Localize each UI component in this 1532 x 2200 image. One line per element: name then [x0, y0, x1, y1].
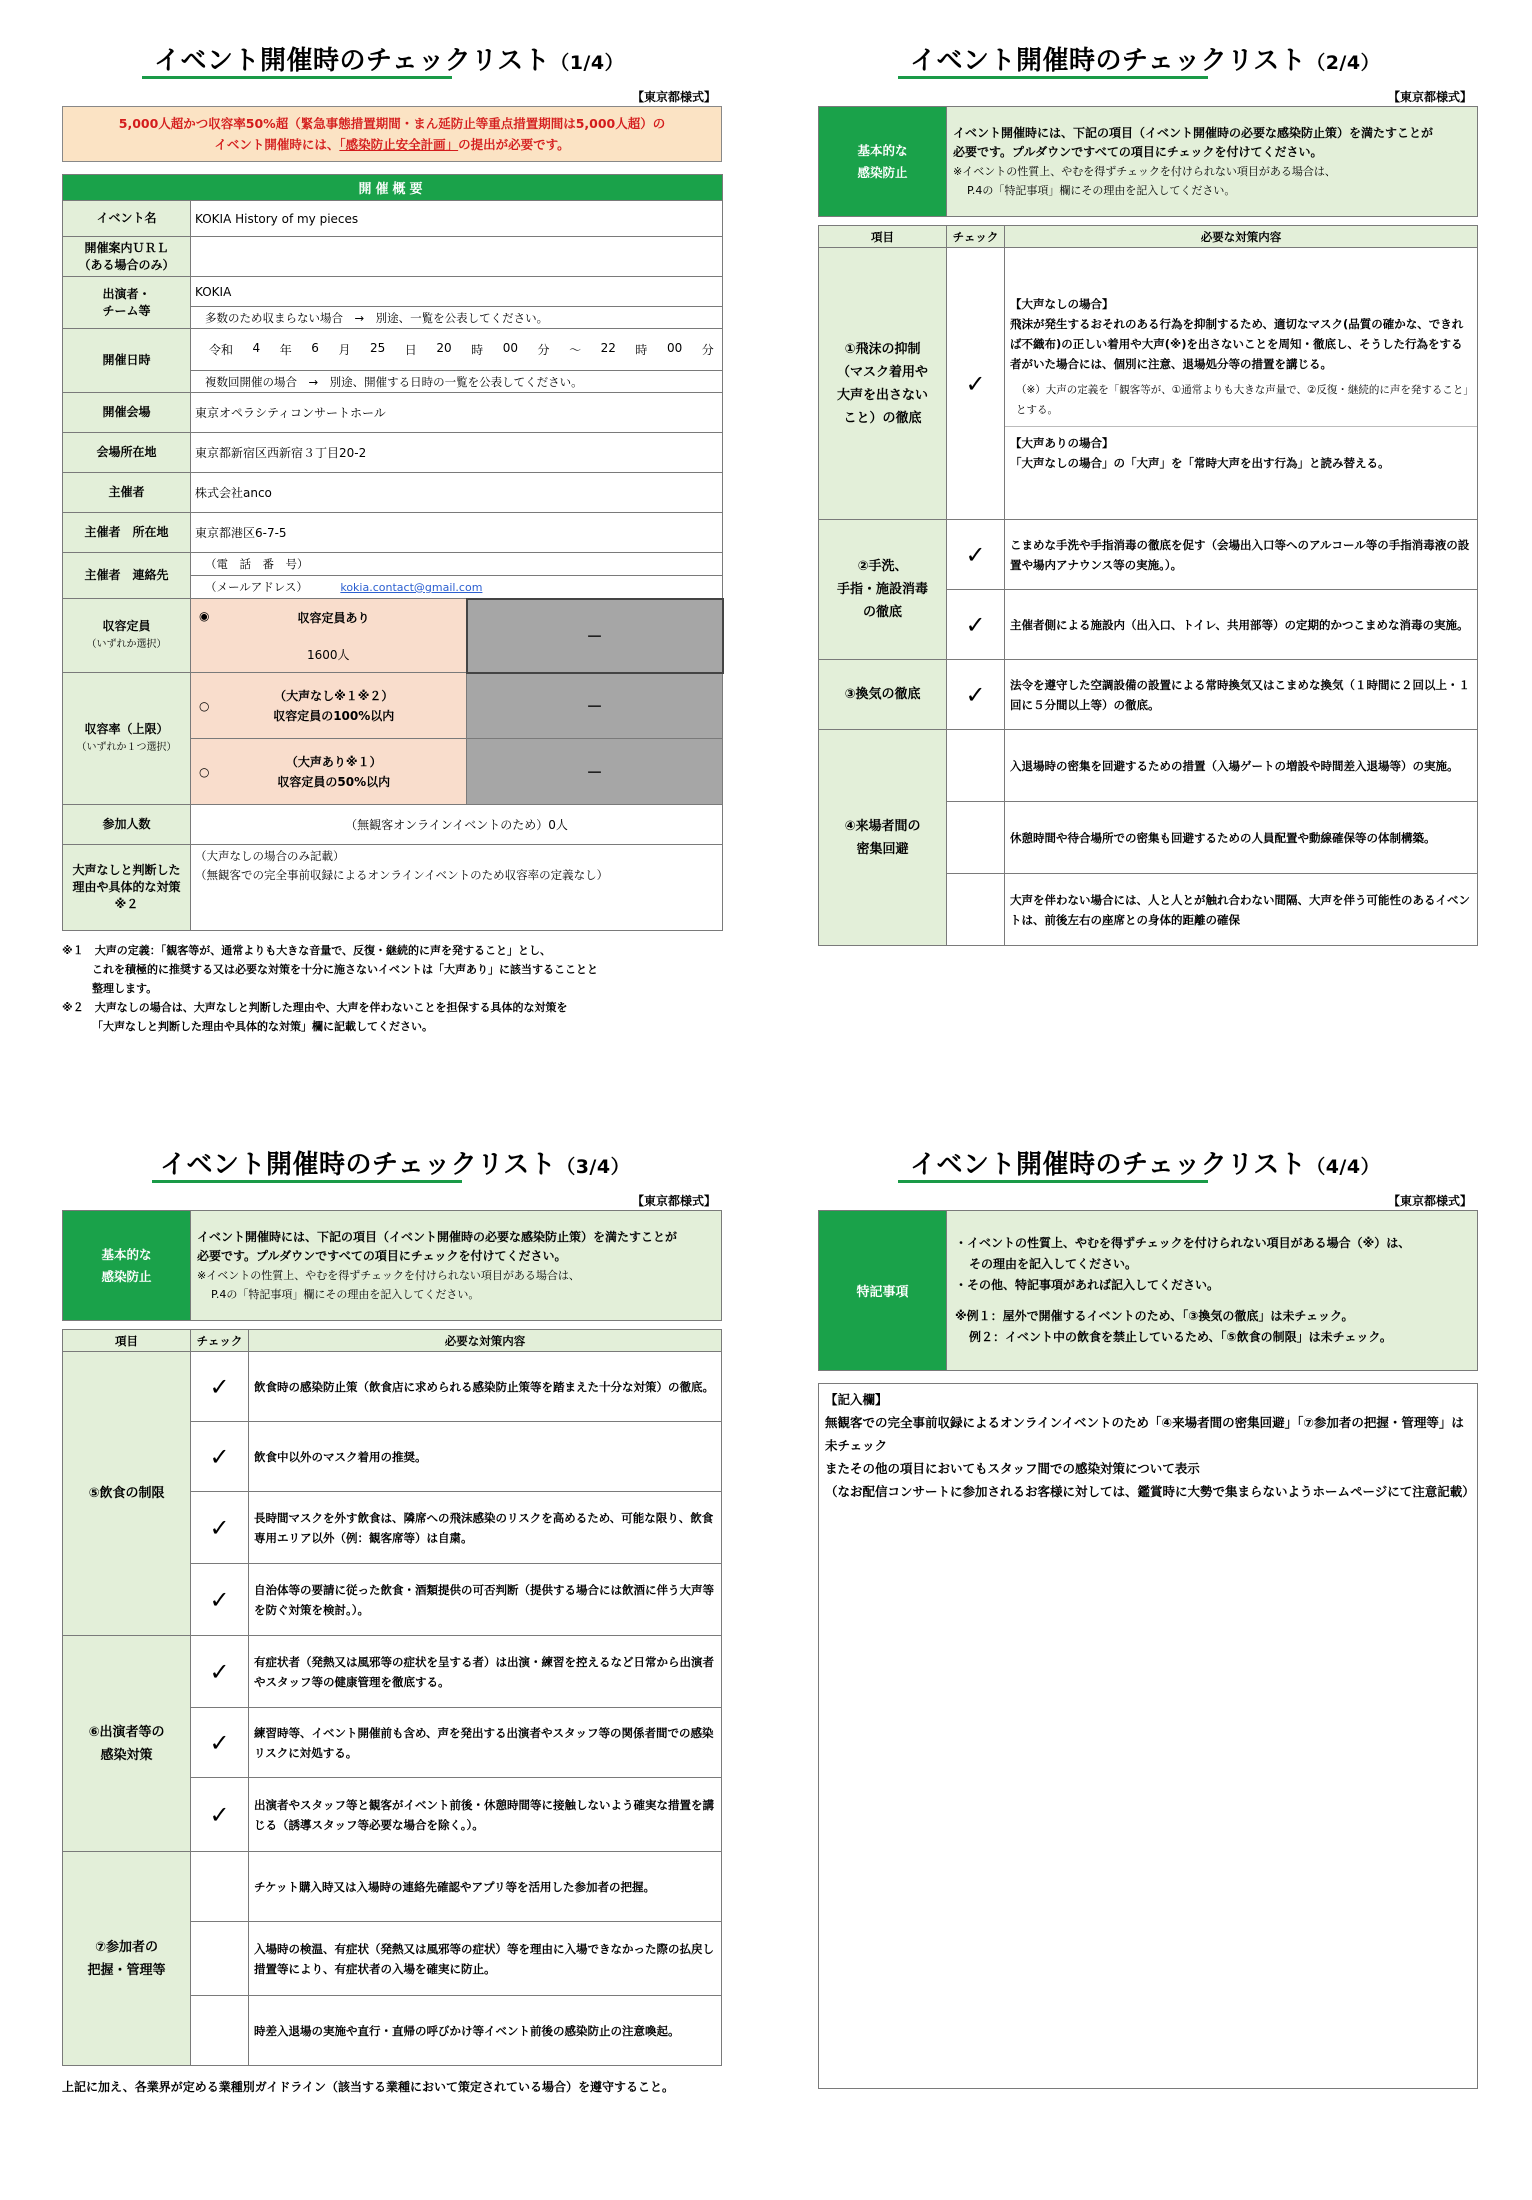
special-notes-entry-field[interactable]: [818, 1383, 1478, 2089]
col-header-measure: 必要な対策内容: [249, 1330, 722, 1352]
entry-text: 無観客での完全事前収録によるオンラインイベントのため「④来場者間の密集回避」「⑦参加者の把握・管理等」は未チェック: [825, 1415, 1464, 1453]
check-checkbox[interactable]: ✓: [947, 248, 1005, 520]
date-part: 年: [279, 343, 292, 357]
contact-label: 主催者 連絡先: [63, 553, 191, 599]
checklist-table: [818, 225, 1478, 946]
date-part: 日: [404, 343, 417, 357]
capacity-value-field[interactable]: 1600人: [191, 637, 467, 673]
date-part: 時: [471, 343, 484, 357]
form-stamp: 【東京都様式】: [1387, 1194, 1472, 1208]
page-title-block: [818, 1140, 1478, 1192]
col-header-measure: 必要な対策内容: [1005, 226, 1478, 248]
page-title: イベント開催時のチェックリスト（2/4）: [910, 46, 1381, 76]
measure-cell: 自治体等の要請に従った飲食・酒類提供の可否判断（提供する場合には飲酒に伴う大声等を防ぐ対策を検討。）。: [249, 1564, 722, 1636]
col-header-item: 項目: [63, 1330, 191, 1352]
check-checkbox[interactable]: ✓: [191, 1564, 249, 1636]
special-notes-instructions: ・イベントの性質上、やむを得ずチェックを付けられない項目がある場合（※）は、 その理由を記入してください。 ・その他、特記事項があれば記入してください。 ※例１：屋外で開催するイベントのため、「③換気の徹底」は未チェック。 例２：イベント中の飲食を禁止しているため、「⑤飲食の制限」は未チェック。: [947, 1211, 1478, 1371]
capacity-option-label: 収容定員あり: [297, 611, 370, 626]
check-checkbox[interactable]: ✓: [947, 660, 1005, 730]
event-overview-table: [62, 174, 724, 931]
form-stamp: 【東京都様式】: [631, 90, 716, 104]
event-name-field[interactable]: KOKIA History of my pieces: [191, 201, 723, 237]
notice-line: イベント開催時には、「感染防止安全計画」の提出が必要です。: [214, 137, 570, 152]
basic-prevention-text: イベント開催時には、下記の項目（イベント開催時の必要な感染防止策）を満たすことが 必要です。プルダウンですべての項目にチェックを付けてください。 ※イベントの性質上、やむを得ずチェックを付けられない項目がある場合は、 P.4の「特記事項」欄にその理由を記入してください。: [191, 1211, 722, 1321]
basic-prevention-label: 基本的な 感染防止: [63, 1211, 191, 1321]
checklist-page-3: [62, 1140, 722, 2098]
check-checkbox[interactable]: [191, 1996, 249, 2066]
radio-empty-icon: ○: [199, 764, 210, 779]
form-stamp: 【東京都様式】: [1387, 90, 1472, 104]
limit-option-100-radio[interactable]: ○ （大声なし※１※２） 収容定員の100%以内: [191, 673, 467, 739]
performer-field[interactable]: KOKIA: [191, 277, 723, 307]
col-header-check: チェック: [947, 226, 1005, 248]
reason-field[interactable]: （大声なしの場合のみ記載） （無観客での完全事前収録によるオンラインイベントのため収容率の定義なし）: [191, 845, 723, 931]
notice-line: 5,000人超かつ収容率50%超（緊急事態措置期間・まん延防止等重点措置期間は5,000人超）の: [118, 116, 666, 131]
check-checkbox[interactable]: [191, 1922, 249, 1996]
item-food-restriction: ⑤飲食の制限: [63, 1352, 191, 1636]
capacity-label: 収容定員 （いずれか選択）: [63, 599, 191, 673]
address-field[interactable]: 東京都新宿区西新宿３丁目20-2: [191, 433, 723, 473]
basic-prevention-text: イベント開催時には、下記の項目（イベント開催時の必要な感染防止策）を満たすことが 必要です。プルダウンですべての項目にチェックを付けてください。 ※イベントの性質上、やむを得ずチェックを付けられない項目がある場合は、 P.4の「特記事項」欄にその理由を記入してください。: [947, 107, 1478, 217]
measure-cell: チケット購入時又は入場時の連絡先確認やアプリ等を活用した参加者の把握。: [249, 1852, 722, 1922]
date-part: 00: [666, 341, 683, 355]
performer-note: 多数のため収まらない場合 → 別途、一覧を公表してください。: [191, 307, 723, 329]
measure-cell: 時差入退場の実施や直行・直帰の呼びかけ等イベント前後の感染防止の注意喚起。: [249, 1996, 722, 2066]
date-part: 6: [311, 341, 319, 355]
date-part: 分: [701, 343, 714, 357]
item-crowd-avoidance: ④来場者間の 密集回避: [819, 730, 947, 946]
measure-cell: 出演者やスタッフ等と観客がイベント前後・休憩時間等に接触しないよう確実な措置を講じる（誘導スタッフ等必要な場合を除く。）。: [249, 1778, 722, 1852]
checklist-table: [62, 1329, 722, 2066]
measure-cell: 入場時の検温、有症状（発熱又は風邪等の症状）等を理由に入場できなかった際の払戻し措置等により、有症状者の入場を確実に防止。: [249, 1922, 722, 1996]
check-checkbox[interactable]: [947, 874, 1005, 946]
footnote: ※２ 大声なしの場合は、大声なしと判断した理由や、大声を伴わないことを担保する具体的な対策を: [62, 1001, 568, 1014]
safety-plan-notice: [62, 106, 722, 162]
date-part: 4: [252, 341, 261, 355]
page-title: イベント開催時のチェックリスト（4/4）: [910, 1150, 1381, 1180]
footnote: 「大声なしと判断した理由や具体的な対策」欄に記載してください。: [92, 1020, 433, 1033]
entry-heading: 【記入欄】: [825, 1392, 888, 1407]
check-checkbox[interactable]: ✓: [191, 1492, 249, 1564]
address-label: 会場所在地: [63, 433, 191, 473]
item-performer-measures: ⑥出演者等の 感染対策: [63, 1636, 191, 1852]
date-part: 分: [537, 343, 550, 357]
checklist-page-1: [62, 36, 722, 1036]
check-checkbox[interactable]: [947, 802, 1005, 874]
footnotes: [62, 941, 722, 1036]
col-header-item: 項目: [819, 226, 947, 248]
item-ventilation: ③換気の徹底: [819, 660, 947, 730]
form-stamp: 【東京都様式】: [631, 1194, 716, 1208]
measure-cell: 飲食中以外のマスク着用の推奨。: [249, 1422, 722, 1492]
date-part: 00: [502, 341, 518, 355]
measure-cell: 主催者側による施設内（出入口、トイレ、共用部等）の定期的かつこまめな消毒の実施。: [1005, 590, 1478, 660]
capacity-dash: －: [467, 599, 723, 673]
measure-cell: 【大声なしの場合】 飛沫が発生するおそれのある行為を抑制するため、適切なマスク(品質の確かな、できれば不織布)の正しい着用や大声(※)を出さないことを周知・徹底し、そうした行為をする者がいた場合には、個別に注意、退場処分等の措置を講じる。 （※）大声の定義を「観客等が、①通常よりも大きな声量で、②反復・継続的に声を発すること」とする。 【大声ありの場合】 「大声なしの場合」の「大声」を「常時大声を出す行為」と読み替える。: [1005, 248, 1478, 520]
footnote: 整理します。: [92, 982, 158, 995]
guideline-note: 上記に加え、各業界が定める業種別ガイドライン（該当する業種において策定されている場合）を遵守すること。: [62, 2080, 675, 2094]
attendance-field[interactable]: （無観客オンラインイベントのため）0人: [191, 805, 723, 845]
measure-cell: 飲食時の感染防止策（飲食店に求められる感染防止策等を踏まえた十分な対策）の徹底。: [249, 1352, 722, 1422]
url-field[interactable]: [191, 237, 723, 277]
special-notes-label: 特記事項: [819, 1211, 947, 1371]
organizer-label: 主催者: [63, 473, 191, 513]
page-title: イベント開催時のチェックリスト（1/4）: [154, 46, 625, 76]
url-label: 開催案内ＵＲＬ （ある場合のみ）: [63, 237, 191, 277]
entry-text: （なお配信コンサートに参加されるお客様に対しては、鑑賞時に大勢で集まらないようホームページにて注意記載）: [825, 1484, 1475, 1499]
date-field[interactable]: [191, 329, 723, 371]
date-part: ～: [569, 343, 582, 357]
overview-header: 開催概要: [63, 175, 723, 201]
organizer-field[interactable]: 株式会社anco: [191, 473, 723, 513]
page-title-block: [62, 36, 722, 88]
measure-cell: 有症状者（発熱又は風邪等の症状を呈する者）は出演・練習を控えるなど日常から出演者やスタッフ等の健康管理を徹底する。: [249, 1636, 722, 1708]
check-checkbox[interactable]: [191, 1852, 249, 1922]
check-checkbox[interactable]: ✓: [191, 1708, 249, 1778]
check-checkbox[interactable]: ✓: [191, 1352, 249, 1422]
check-checkbox[interactable]: ✓: [191, 1422, 249, 1492]
measure-cell: 法令を遵守した空調設備の設置による常時換気又はこまめな換気（１時間に２回以上・１回に５分間以上等）の徹底。: [1005, 660, 1478, 730]
limit-option-50-radio[interactable]: ○ （大声あり※１） 収容定員の50%以内: [191, 739, 467, 805]
venue-field[interactable]: 東京オペラシティコンサートホール: [191, 393, 723, 433]
check-checkbox[interactable]: ✓: [191, 1778, 249, 1852]
performer-label: 出演者・ チーム等: [63, 277, 191, 329]
check-checkbox[interactable]: ✓: [947, 520, 1005, 590]
date-part: 22: [600, 341, 616, 355]
limit-dash: －: [467, 673, 723, 739]
measure-cell: 入退場時の密集を回避するための措置（入場ゲートの増設や時間差入退場等）の実施。: [1005, 730, 1478, 802]
footnote: これを積極的に推奨する又は必要な対策を十分に施さないイベントは「大声あり」に該当するこことと: [92, 963, 598, 976]
measure-cell: 長時間マスクを外す飲食は、隣席への飛沫感染のリスクを高めるため、可能な限り、飲食専用エリア以外（例：観客席等）は自粛。: [249, 1492, 722, 1564]
checklist-page-4: [818, 1140, 1478, 2089]
measure-cell: 大声を伴わない場合には、人と人とが触れ合わない間隔、大声を伴う可能性のあるイベントは、前後左右の座席との身体的距離の確保: [1005, 874, 1478, 946]
measure-cell: 休憩時間や待合場所での密集も回避するための人員配置や動線確保等の体制構築。: [1005, 802, 1478, 874]
date-part: 25: [369, 341, 386, 355]
organizer-address-field[interactable]: 東京都港区6-7-5: [191, 513, 723, 553]
reason-label: 大声なしと判断した 理由や具体的な対策 ※２: [63, 845, 191, 931]
check-checkbox[interactable]: ✓: [947, 590, 1005, 660]
check-checkbox[interactable]: [947, 730, 1005, 802]
col-header-check: チェック: [191, 1330, 249, 1352]
limit-dash: －: [467, 739, 723, 805]
special-notes-box: [818, 1210, 1478, 1371]
page-title-block: [818, 36, 1478, 88]
entry-text: またその他の項目においてもスタッフ間での感染対策について表示: [825, 1461, 1200, 1476]
date-part: 20: [436, 341, 452, 355]
attendance-label: 参加人数: [63, 805, 191, 845]
mail-field[interactable]: （メールアドレス） kokia.contact@gmail.com: [191, 576, 723, 599]
radio-selected-icon: ◉: [199, 609, 210, 624]
basic-prevention-box: [818, 106, 1478, 217]
radio-empty-icon: ○: [199, 698, 210, 713]
date-part: 月: [338, 343, 351, 357]
event-name-label: イベント名: [63, 201, 191, 237]
phone-field[interactable]: （電 話 番 号）: [191, 553, 723, 576]
footnote: ※１ 大声の定義：「観客等が、通常よりも大きな音量で、反復・継続的に声を発すること」とし、: [62, 944, 551, 957]
item-droplet-control: ①飛沫の抑制 （マスク着用や 大声を出さない こと）の徹底: [819, 248, 947, 520]
item-hand-hygiene: ②手洗、 手指・施設消毒 の徹底: [819, 520, 947, 660]
capacity-option-radio[interactable]: [191, 599, 467, 637]
item-participant-management: ⑦参加者の 把握・管理等: [63, 1852, 191, 2066]
basic-prevention-label: 基本的な 感染防止: [819, 107, 947, 217]
basic-prevention-box: [62, 1210, 722, 1321]
measure-cell: 練習時等、イベント開催前も含め、声を発出する出演者やスタッフ等の関係者間での感染リスクに対処する。: [249, 1708, 722, 1778]
page-title: イベント開催時のチェックリスト（3/4）: [160, 1150, 631, 1180]
date-label: 開催日時: [63, 329, 191, 393]
measure-cell: こまめな手洗や手指消毒の徹底を促す（会場出入口等へのアルコール等の手指消毒液の設置や場内アナウンス等の実施。）。: [1005, 520, 1478, 590]
check-checkbox[interactable]: ✓: [191, 1636, 249, 1708]
checklist-page-2: [818, 36, 1478, 946]
limit-label: 収容率（上限） （いずれか１つ選択）: [63, 673, 191, 805]
organizer-address-label: 主催者 所在地: [63, 513, 191, 553]
mail-link[interactable]: kokia.contact@gmail.com: [340, 580, 483, 594]
page-title-block: [62, 1140, 722, 1192]
date-part: 令和: [209, 343, 234, 357]
venue-label: 開催会場: [63, 393, 191, 433]
date-note: 複数回開催の場合 → 別途、開催する日時の一覧を公表してください。: [191, 371, 723, 393]
date-part: 時: [635, 343, 648, 357]
